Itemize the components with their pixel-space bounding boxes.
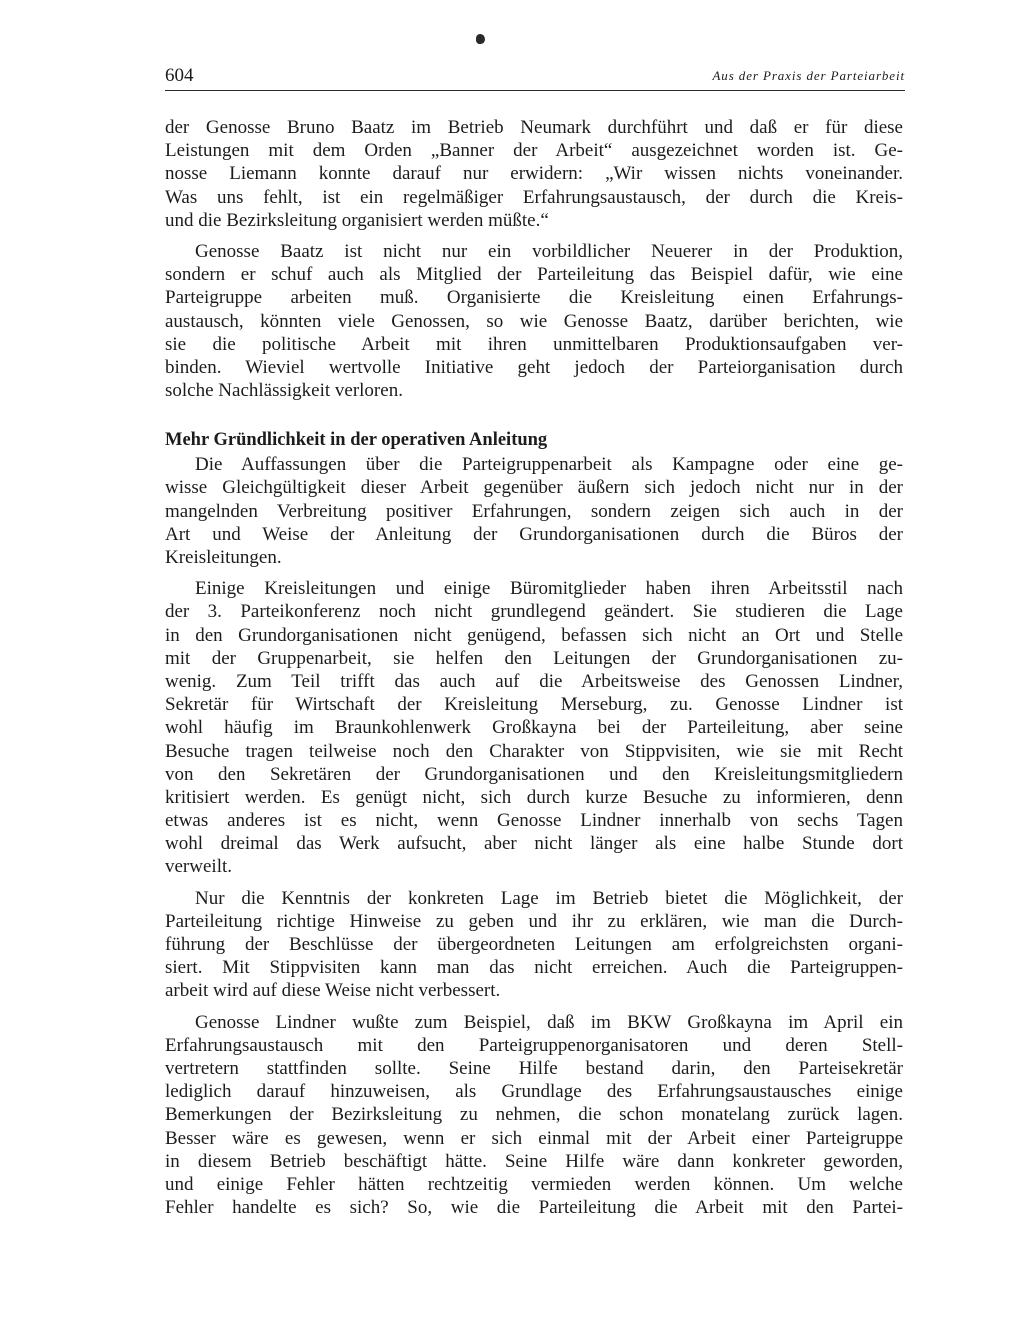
text-line: solche Nachlässigkeit verloren. [165,380,403,402]
paragraph [165,577,903,878]
text-line: Besuche tragen teilweise noch den Charakter von Stippvisiten, wie sie mit Recht [165,740,903,762]
text-line: Leistungen mit dem Orden „Banner der Arbeit“ ausgezeichnet worden ist. Ge- [165,140,903,162]
paragraph [165,887,903,1003]
text-line: Parteigruppe arbeiten muß. Organisierte die Kreisleitung einen Erfahrungs- [165,287,903,309]
text-line: austausch, könnten viele Genossen, so wie Genosse Baatz, darüber berichten, wie [165,310,903,332]
text-line: Einige Kreisleitungen und einige Büromitglieder haben ihren Arbeitsstil nach [195,578,903,600]
text-line: Genosse Baatz ist nicht nur ein vorbildlicher Neuerer in der Produktion, [195,240,903,262]
text-line: Sekretär für Wirtschaft der Kreisleitung Merseburg, zu. Genosse Lindner ist [165,694,903,716]
text-line: von den Sekretären der Grundorganisationen und den Kreisleitungsmitgliedern [165,763,903,785]
running-head: Aus der Praxis der Parteiarbeit [712,68,905,83]
text-line: arbeit wird auf diese Weise nicht verbessert. [165,980,501,1002]
paragraph [165,116,903,232]
text-line: der Genosse Bruno Baatz im Betrieb Neumark durchführt und daß er für diese [165,117,903,138]
text-line: Bemerkungen der Bezirksleitung zu nehmen, die schon monatelang zurück lagen. [165,1104,903,1126]
page-number: 604 [165,65,194,86]
text-line: etwas anderes ist es nicht, wenn Genosse Lindner innerhalb von sechs Tagen [165,810,903,832]
text-line: mangelnden Verbreitung positiver Erfahrungen, sondern zeigen sich auch in der [165,500,903,522]
text-line: Fehler handelte es sich? So, wie die Parteileitung die Arbeit mit den Partei- [165,1197,903,1219]
text-line: sondern er schuf auch als Mitglied der Parteileitung das Beispiel dafür, wie eine [165,264,903,286]
text-line: nosse Liemann konnte darauf nur erwidern: „Wir wissen nichts voneinander. [165,163,903,185]
text-line: Die Auffassungen über die Parteigruppenarbeit als Kampagne oder eine ge- [195,454,903,476]
text-line: in diesem Betrieb beschäftigt hätte. Seine Hilfe wäre dann konkreter geworden, [165,1150,903,1172]
text-line: vertretern stattfinden sollte. Seine Hilfe bestand darin, den Parteisekretär [165,1057,903,1079]
text-line: wenig. Zum Teil trifft das auch auf die Arbeitsweise des Genossen Lindner, [165,670,903,692]
text-line: und die Bezirksleitung organisiert werden müßte.“ [165,209,549,231]
paragraph [165,453,903,569]
text-line: wohl häufig im Braunkohlenwerk Großkayna bei der Parteileitung, aber seine [165,717,903,739]
text-line: verweilt. [165,856,233,878]
text-line: Nur die Kenntnis der konkreten Lage im Betrieb bietet die Möglichkeit, der [195,887,903,909]
paragraph [165,1011,903,1220]
text-line: sie die politische Arbeit mit ihren unmittelbaren Produktionsaufgaben ver- [165,333,903,355]
text-line: der 3. Parteikonferenz noch nicht grundlegend geändert. Sie studieren die Lage [165,601,903,623]
text-line: wohl dreimal das Werk aufsucht, aber nicht länger als eine halbe Stunde dort [165,833,903,855]
page-header [165,64,905,91]
text-line: kritisiert werden. Es genügt nicht, sich durch kurze Besuche zu informieren, denn [165,786,903,808]
text-line: und einige Fehler hätten rechtzeitig vermieden werden können. Um welche [165,1173,903,1195]
text-line: führung der Beschlüsse der übergeordneten Leitungen am erfolgreichsten organi- [165,934,903,955]
body-text [165,116,903,1219]
text-line: Parteileitung richtige Hinweise zu geben und ihr zu erklären, wie man die Durch- [165,910,903,932]
text-line: wisse Gleichgültigkeit dieser Arbeit gegenüber äußern sich jedoch nicht nur in der [165,477,903,499]
text-line: siert. Mit Stippvisiten kann man das nicht erreichen. Auch die Parteigruppen- [165,957,903,979]
text-line: Erfahrungsaustausch mit den Parteigruppenorganisatoren und deren Stell- [165,1034,903,1056]
text-line: Was uns fehlt, ist ein regelmäßiger Erfahrungsaustausch, der durch die Kreis- [165,186,903,208]
text-line: binden. Wieviel wertvolle Initiative geht jedoch der Parteiorganisation durch [165,356,903,378]
section-heading: Mehr Gründlichkeit in der operativen Anleitung [165,430,548,451]
text-line: Kreisleitungen. [165,547,282,568]
text-line: Besser wäre es gewesen, wenn er sich einmal mit der Arbeit einer Parteigruppe [165,1127,903,1149]
text-line: Genosse Lindner wußte zum Beispiel, daß im BKW Großkayna im April ein [195,1011,903,1033]
text-line: mit der Gruppenarbeit, sie helfen den Leitungen der Grundorganisationen zu- [165,647,903,669]
ink-blot-mark [476,34,485,44]
text-line: Art und Weise der Anleitung der Grundorganisationen durch die Büros der [165,523,903,545]
text-line: lediglich darauf hinzuweisen, als Grundlage des Erfahrungsaustausches einige [165,1081,903,1103]
text-line: in den Grundorganisationen nicht genügend, befassen sich nicht an Ort und Stelle [165,624,903,646]
paragraph [165,240,903,402]
